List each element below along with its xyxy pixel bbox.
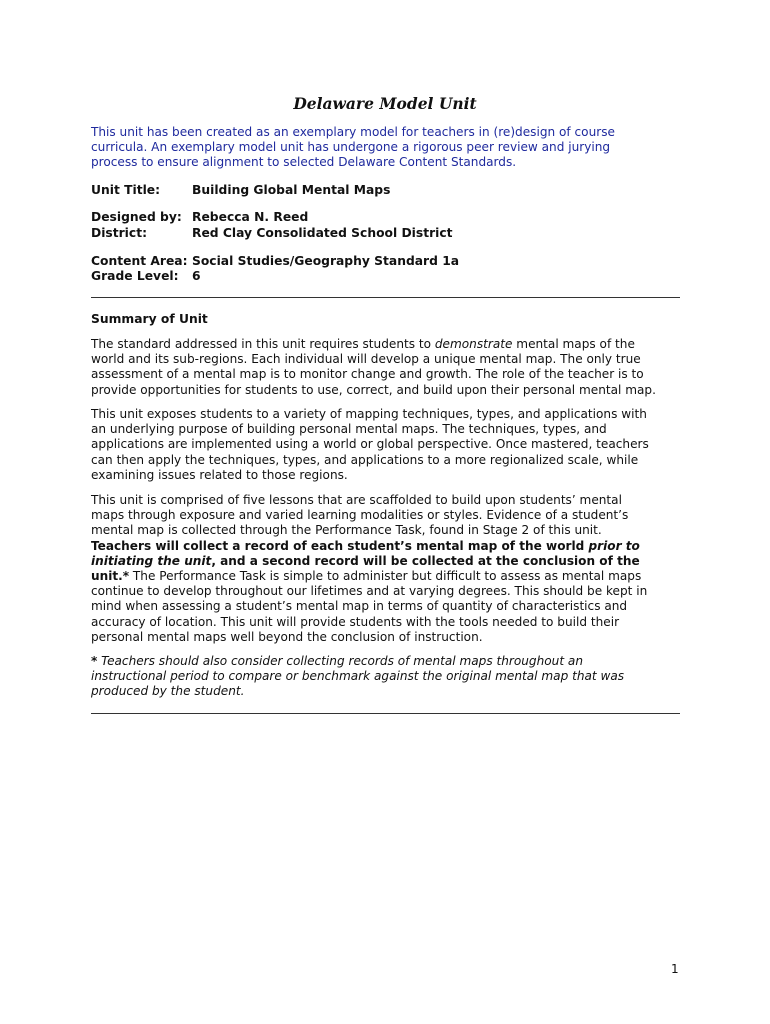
paragraph-line: world and its sub-regions. Each individual will develop a unique mental map. The only true [91,352,641,367]
content-area-label: Content Area: [91,254,188,268]
paragraph-line: an underlying purpose of building personal mental maps. The techniques, types, and [91,422,607,437]
bold-italic-text: prior to [588,538,640,553]
section-divider [91,297,680,298]
text-run: Teachers should also consider collecting records of mental maps throughout an [97,654,583,668]
text-run: mental maps of the [512,337,635,351]
bold-text: unit.* [91,569,130,584]
grade-level-label: Grade Level: [91,269,179,283]
paragraph-line: applications are implemented using a world or global perspective. Once mastered, teachers [91,437,649,452]
district-row [91,226,453,242]
paragraph-line: can then apply the techniques, types, and applications to a more regionalized scale, while [91,452,639,467]
grade-level-value: 6 [192,269,201,283]
intro-line: curricula. An exemplary model unit has undergone a rigorous peer review and jurying [91,140,611,154]
paragraph-line: maps through exposure and varied learning modalities or styles. Evidence of a student’s [91,508,629,523]
designed-by-row [91,210,308,226]
unit-title-value: Building Global Mental Maps [192,183,391,197]
teacher-note [91,654,689,700]
emphasis-text: demonstrate [434,337,513,351]
document-title: Delaware Model Unit [293,94,477,113]
paragraph-line: This unit is comprised of five lessons that are scaffolded to build upon students’ mental [91,493,622,507]
district-value: Red Clay Consolidated School District [192,226,453,240]
summary-paragraph-1 [91,337,689,398]
unit-title-label: Unit Title: [91,183,161,197]
paragraph-line: mental map is collected through the Performance Task, found in Stage 2 of this unit. [91,523,602,538]
designed-by-value: Rebecca N. Reed [192,210,309,224]
bold-text: , and a second record will be collected at the conclusion of the [211,553,640,568]
text-run: The standard addressed in this unit requires students to [91,337,435,351]
summary-heading: Summary of Unit [91,312,208,326]
page-number: 1 [671,962,679,976]
district-label: District: [91,226,147,240]
bold-italic-text: initiating the unit [91,553,212,568]
paragraph-line: provide opportunities for students to use, correct, and build upon their personal mental map. [91,382,656,397]
designed-by-label: Designed by: [91,210,182,224]
summary-paragraph-2 [91,407,689,483]
summary-paragraph-3 [91,493,689,645]
paragraph-line: This unit exposes students to a variety of mapping techniques, types, and applications with [91,407,647,421]
bold-text: Teachers will collect a record of each student’s mental map of the world [91,538,589,553]
content-area-row [91,254,459,270]
intro-line: This unit has been created as an exemplary model for teachers in (re)design of course [91,125,615,139]
intro-line: process to ensure alignment to selected Delaware Content Standards. [91,155,517,169]
asterisk-mark: * [91,654,98,668]
content-area-value: Social Studies/Geography Standard 1a [192,254,460,268]
text-run: The Performance Task is simple to administer but difficult to assess as mental maps [129,569,642,584]
intro-text [91,125,691,170]
section-divider [91,713,680,714]
paragraph-line: assessment of a mental map is to monitor change and growth. The role of the teacher is to [91,367,644,382]
paragraph-line: continue to develop throughout our lifetimes and at varying degrees. This should be kept in [91,584,648,599]
paragraph-line: produced by the student. [91,684,245,699]
grade-level-row [91,269,201,285]
paragraph-line: personal mental maps well beyond the conclusion of instruction. [91,629,483,644]
paragraph-line: examining issues related to those regions. [91,467,348,482]
paragraph-line: accuracy of location. This unit will provide students with the tools needed to build their [91,614,620,629]
paragraph-line: instructional period to compare or benchmark against the original mental map that was [91,669,625,684]
unit-title-row [91,183,390,199]
paragraph-line: mind when assessing a student’s mental map in terms of quantity of characteristics and [91,599,628,614]
